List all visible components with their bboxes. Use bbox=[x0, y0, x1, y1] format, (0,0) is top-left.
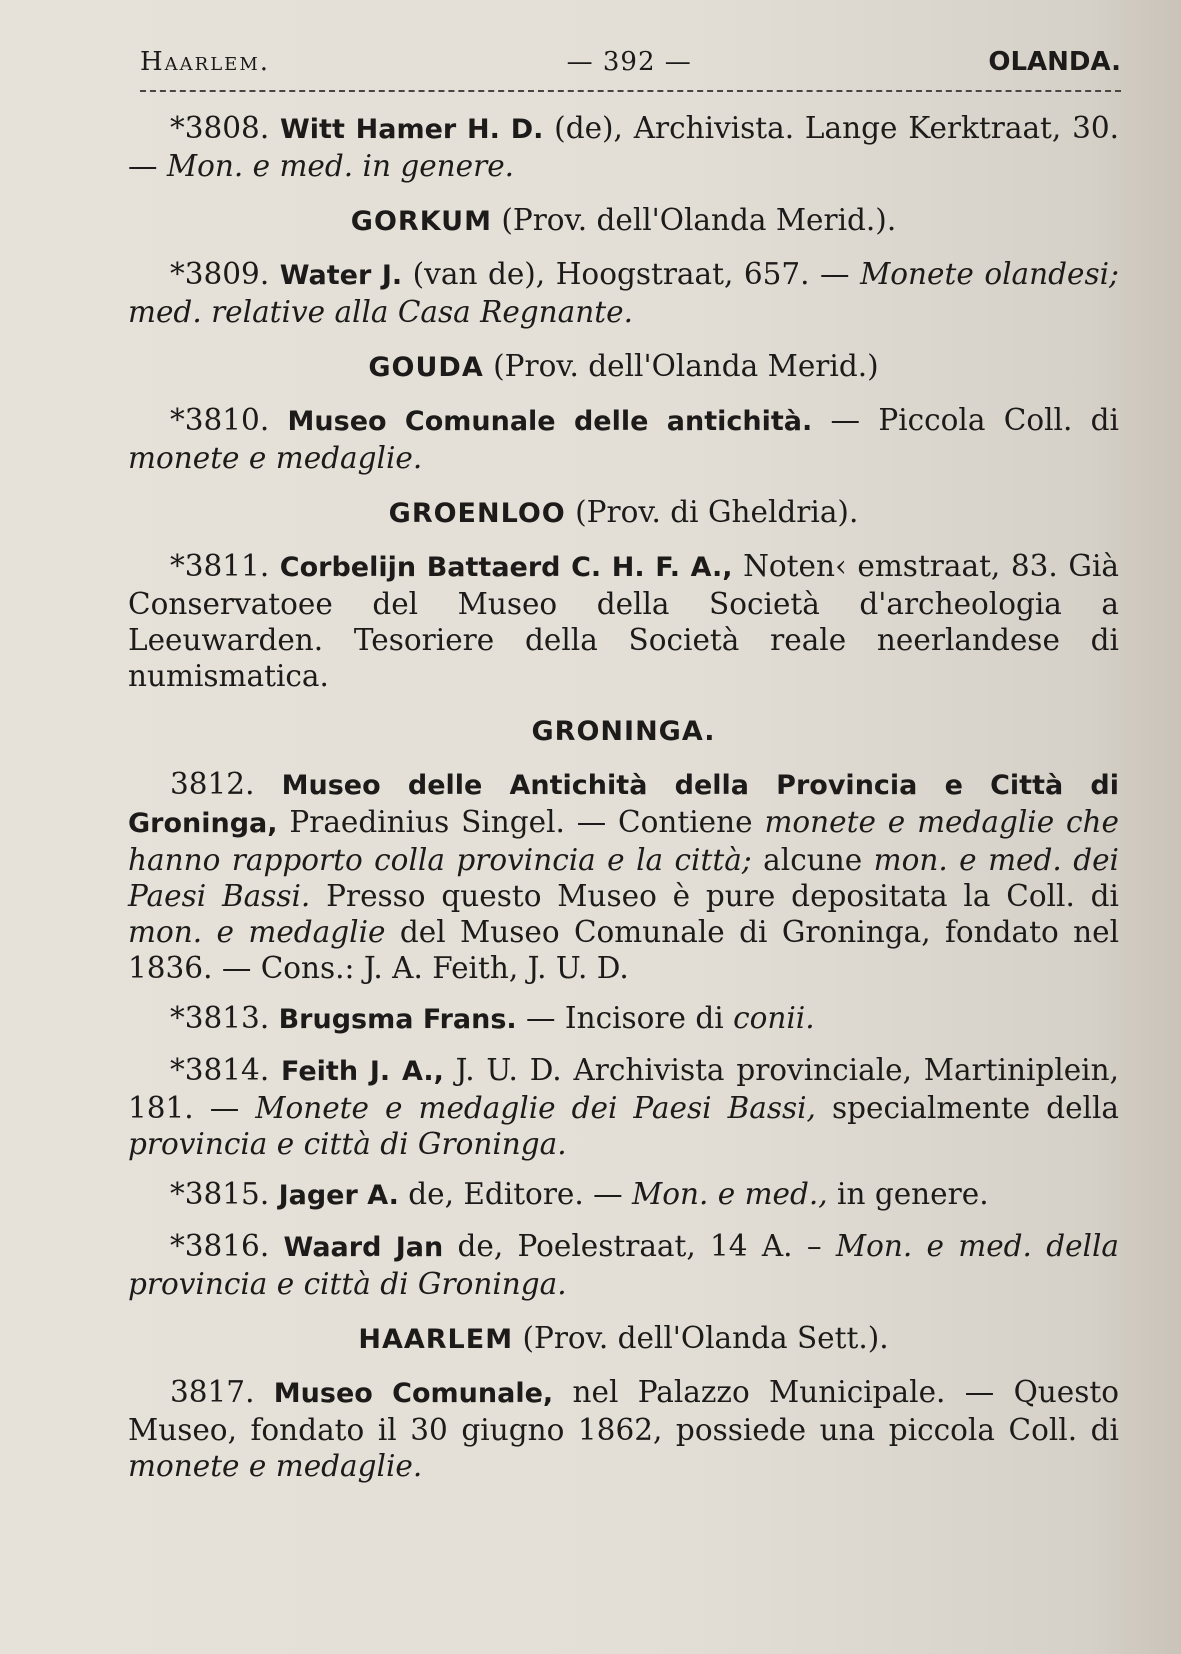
heading-province: (Prov. di Gheldria). bbox=[565, 495, 859, 529]
entry-number: *3814. bbox=[170, 1053, 270, 1087]
header-location: Haarlem. bbox=[140, 47, 271, 77]
entry-text: — Piccola Coll. di bbox=[812, 403, 1119, 437]
directory-entry bbox=[128, 1176, 1119, 1214]
header-rule bbox=[140, 90, 1121, 92]
entry-name: Waard Jan bbox=[283, 1232, 444, 1263]
entry-number: *3811. bbox=[170, 549, 270, 583]
entry-name: Corbelijn Battaerd C. H. F. A., bbox=[279, 552, 733, 583]
entry-text: J. U. D. Archivista provinciale, Martiniplein, 181. — bbox=[128, 1053, 1119, 1125]
entry-text: nel Palazzo Municipale. — Questo Museo, fondato il 30 giugno 1862, possiede una piccola Coll. di bbox=[128, 1375, 1119, 1447]
entry-number: *3813. bbox=[170, 1001, 270, 1035]
entry-text: (de), Archivista. Lange Kerktraat, 30. — bbox=[128, 111, 1119, 183]
entry-italic-text: monete e medaglie che hanno rapporto colla provincia e la città; bbox=[128, 805, 1120, 877]
entry-name: Museo Comunale, bbox=[273, 1378, 554, 1409]
directory-entry bbox=[128, 1000, 1119, 1038]
entry-text: specialmente della bbox=[815, 1091, 1119, 1125]
entry-text: — Incisore di bbox=[516, 1001, 734, 1035]
heading-city: GRONINGA. bbox=[531, 716, 716, 747]
directory-entry bbox=[128, 1228, 1119, 1302]
directory-entry bbox=[128, 256, 1119, 330]
directory-entry bbox=[128, 766, 1119, 986]
entry-italic-text: provincia e città di Groninga. bbox=[128, 1127, 567, 1161]
heading-province: (Prov. dell'Olanda Sett.). bbox=[513, 1321, 889, 1355]
entry-italic-text: Monete e medaglie dei Paesi Bassi, bbox=[255, 1091, 816, 1125]
running-header bbox=[140, 40, 1121, 84]
heading-city: GORKUM bbox=[350, 206, 492, 237]
entry-text: (van de), Hoogstraat, 657. — bbox=[402, 257, 861, 291]
entry-number: *3808. bbox=[170, 111, 270, 145]
entry-italic-text: mon. e med. dei Paesi Bassi. bbox=[128, 843, 1119, 913]
section-heading bbox=[128, 348, 1119, 386]
entry-text: Noten‹ emstraat, 83. Già Conservatoee del Museo della Società d'archeologia a Leeuwarden. Tesoriere della Società reale neerlandese di numismatica. bbox=[128, 549, 1119, 693]
entry-text: Praedinius Singel. — Contiene bbox=[277, 805, 765, 839]
entry-italic-text: Monete olandesi; med. relative alla Casa Regnante. bbox=[128, 257, 1119, 329]
entry-number: *3815. bbox=[170, 1177, 270, 1211]
entry-name: Brugsma Frans. bbox=[278, 1004, 517, 1035]
entry-italic-text: Mon. e med., bbox=[632, 1177, 828, 1211]
entry-italic-text: conii. bbox=[733, 1001, 815, 1035]
entry-name: Museo Comunale delle antichità. bbox=[287, 406, 813, 437]
directory-entry bbox=[128, 402, 1119, 476]
entry-name: Water J. bbox=[279, 260, 403, 291]
directory-entry bbox=[128, 548, 1119, 694]
entry-italic-text: monete e medaglie. bbox=[128, 441, 423, 475]
directory-body bbox=[128, 110, 1119, 1498]
entry-text: alcune bbox=[751, 843, 874, 877]
entry-text: del Museo Comunale di Groninga, fondato nel 1836. — Cons.: J. A. Feith, J. U. D. bbox=[128, 915, 1120, 985]
heading-province: (Prov. dell'Olanda Merid.). bbox=[491, 203, 897, 237]
entry-number: *3816. bbox=[170, 1229, 270, 1263]
entry-text: in genere. bbox=[827, 1177, 989, 1211]
section-heading bbox=[128, 494, 1119, 532]
entry-name: Museo delle Antichità della Provincia e Città di Groninga, bbox=[128, 770, 1119, 839]
entry-name: Witt Hamer H. D. bbox=[280, 114, 544, 145]
entry-text: de, Poelestraat, 14 A. – bbox=[443, 1229, 836, 1263]
entry-italic-text: monete e medaglie. bbox=[128, 1449, 423, 1483]
entry-italic-text: Mon. e med. in genere. bbox=[166, 149, 515, 183]
section-heading bbox=[128, 1320, 1119, 1358]
heading-city: GROENLOO bbox=[388, 498, 566, 529]
entry-number: 3812. bbox=[170, 767, 255, 801]
directory-entry bbox=[128, 110, 1119, 184]
entry-number: *3810. bbox=[170, 403, 270, 437]
directory-entry bbox=[128, 1052, 1119, 1162]
entry-italic-text: Mon. e med. della provincia e città di Groninga. bbox=[128, 1229, 1119, 1301]
header-country: OLANDA. bbox=[988, 47, 1121, 77]
heading-province: (Prov. dell'Olanda Merid.) bbox=[483, 349, 879, 383]
heading-city: GOUDA bbox=[368, 352, 484, 383]
section-heading bbox=[128, 202, 1119, 240]
entry-name: Feith J. A., bbox=[281, 1056, 444, 1087]
section-heading bbox=[128, 712, 1119, 750]
entry-number: 3817. bbox=[170, 1375, 255, 1409]
entry-italic-text: mon. e medaglie bbox=[128, 915, 386, 949]
entry-text: Presso questo Museo è pure depositata la Coll. di bbox=[310, 879, 1119, 913]
entry-number: *3809. bbox=[170, 257, 270, 291]
entry-name: Jager A. bbox=[278, 1180, 399, 1211]
page-number: — 392 — bbox=[566, 47, 692, 77]
directory-entry bbox=[128, 1374, 1119, 1484]
heading-city: HAARLEM bbox=[358, 1324, 514, 1355]
entry-text: de, Editore. — bbox=[398, 1177, 633, 1211]
